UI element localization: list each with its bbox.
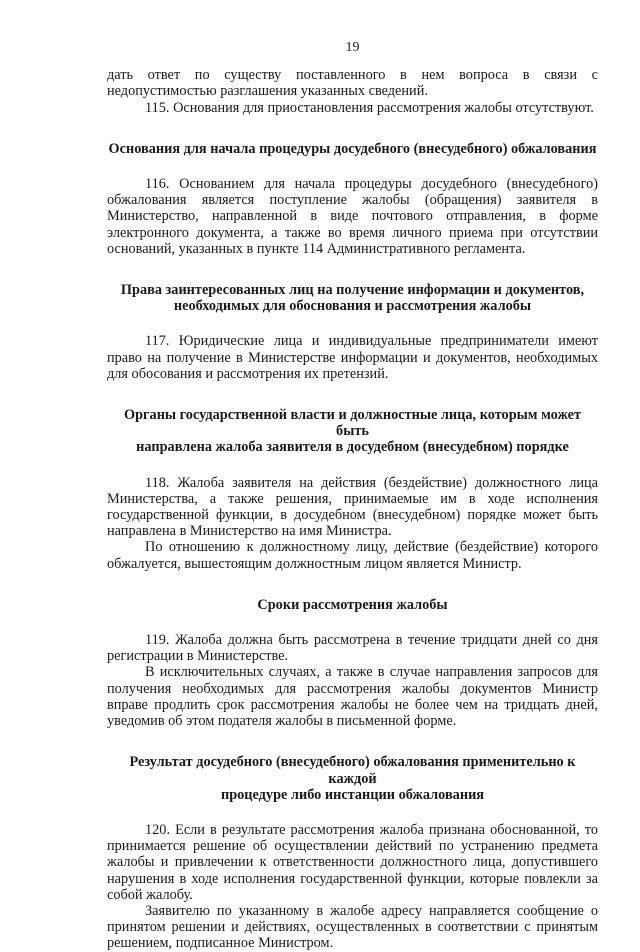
- paragraph-119: 119. Жалоба должна быть рассмотрена в течение тридцати дней со дня регистрации в Министерстве.: [107, 632, 598, 665]
- paragraph-117: 117. Юридические лица и индивидуальные предприниматели имеют право на получение в Министерстве информации и документов, необходимых для обосования и рассмотрения их претензий.: [107, 333, 598, 382]
- heading-result-line-1: Результат досудебного (внесудебного) обжалования применительно к каждой: [129, 754, 576, 787]
- paragraph-continuation: дать ответ по существу поставленного в нем вопроса в связи с недопустимостью разглашения указанных сведений.: [107, 67, 598, 100]
- heading-authorities: [107, 407, 598, 456]
- paragraph-118-b: По отношению к должностному лицу, действие (бездействие) которого обжалуется, вышестоящим должностным лицом является Министр.: [107, 539, 598, 572]
- heading-rights: [107, 282, 598, 314]
- heading-rights-line-1: Права заинтересованных лиц на получение информации и документов,: [120, 282, 585, 299]
- paragraph-115: 115. Основания для приостановления рассмотрения жалобы отсутствуют.: [145, 99, 594, 116]
- page-number: 19: [345, 40, 360, 55]
- heading-procedure-start: Основания для начала процедуры досудебного (внесудебного) обжалования: [108, 140, 597, 157]
- heading-result-line-2: процедуре либо инстанции обжалования: [220, 786, 485, 803]
- heading-authorities-line-1: Органы государственной власти и должностные лица, которым может быть: [123, 407, 582, 440]
- heading-terms: Сроки рассмотрения жалобы: [257, 596, 448, 613]
- paragraph-120: 120. Если в результате рассмотрения жалоба признана обоснованной, то принимается решение об осуществлении действий по устранению предмета жалобы и привлечении к ответственности должностного лица, допустившего нарушения в ходе исполнения государственной функции, которые повлекли за собой жалобу.: [107, 821, 598, 903]
- heading-rights-line-2: необходимых для обоснования и рассмотрения жалобы: [173, 298, 532, 315]
- heading-result: [107, 754, 598, 803]
- heading-authorities-line-2: направлена жалоба заявителя в досудебном (внесудебном) порядке: [136, 439, 569, 456]
- paragraph-120-b: Заявителю по указанному в жалобе адресу направляется сообщение о принятом решении и действиях, осуществленных в соответствии с принятым решением, подписанное Министром.: [107, 902, 598, 952]
- paragraph-119-b: В исключительных случаях, а также в случае направления запросов для получения необходимых для рассмотрения жалобы документов Министр вправе продлить срок рассмотрения жалобы не более чем на тридцать дней, уведомив об этом подателя жалобы в письменной форме.: [107, 664, 598, 730]
- paragraph-116: 116. Основанием для начала процедуры досудебного (внесудебного) обжалования является поступление жалобы (обращения) заявителя в Министерство, направленной в виде почтового отправления, в форме электронного документа, а также во время личного приема при отсутствии оснований, указанных в пункте 114 Административного регламента.: [107, 176, 598, 257]
- paragraph-118: 118. Жалоба заявителя на действия (бездействие) должностного лица Министерства, а также решения, принимаемые им в ходе исполнения государственной функции, в досудебном (внесудебном) порядке может быть направлена в Министерство на имя Министра.: [107, 474, 598, 540]
